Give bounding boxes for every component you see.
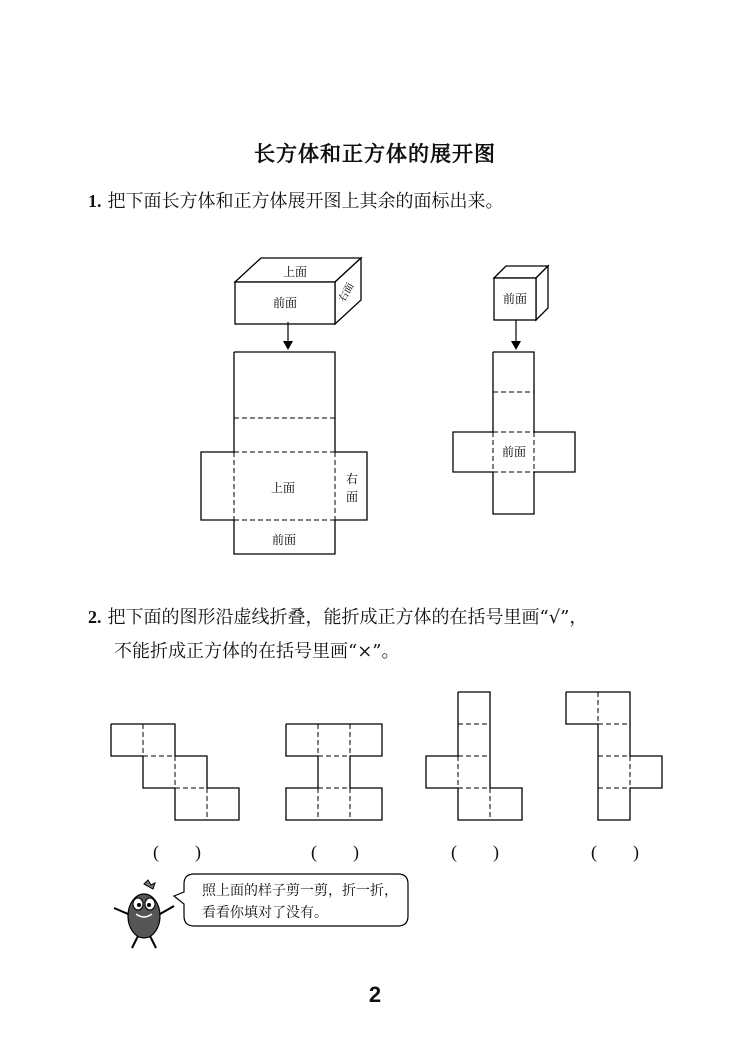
speech-line-1: 照上面的样子剪一剪，折一折， bbox=[202, 883, 398, 899]
answer-blank-4[interactable]: ( ) bbox=[591, 842, 639, 862]
question-2-line-2: 不能折成正方体的在括号里画“×”。 bbox=[114, 641, 400, 662]
question-1 bbox=[88, 184, 504, 219]
cuboid-figure bbox=[225, 250, 365, 325]
cuboid-net-front-label: 前面 bbox=[271, 533, 297, 547]
cube-net-front-label: 前面 bbox=[501, 445, 527, 459]
cuboid-top-label: 上面 bbox=[282, 265, 308, 279]
cuboid-front-label: 前面 bbox=[272, 296, 298, 310]
question-2 bbox=[88, 600, 728, 669]
eggplant-mascot-icon bbox=[108, 878, 180, 950]
answer-blank-1[interactable]: ( ) bbox=[153, 842, 201, 862]
fold-net-2 bbox=[280, 718, 388, 824]
question-1-text: 把下面长方体和正方体展开图上其余的面标出来。 bbox=[107, 191, 504, 212]
speech-bubble-text bbox=[202, 880, 412, 924]
cube-net bbox=[448, 348, 582, 518]
page-title: 长方体和正方体的展开图 bbox=[254, 142, 496, 166]
fold-net-4 bbox=[560, 686, 668, 824]
fold-net-3 bbox=[420, 686, 528, 824]
cuboid-net-right-label-2: 面 bbox=[345, 490, 359, 504]
question-1-number: 1. bbox=[88, 191, 102, 211]
page-number: 2 bbox=[368, 982, 382, 1007]
answer-blank-3[interactable]: ( ) bbox=[451, 842, 499, 862]
question-2-number: 2. bbox=[88, 607, 102, 627]
question-2-line-1: 把下面的图形沿虚线折叠，能折成正方体的在括号里画“√”， bbox=[107, 607, 588, 628]
cuboid-net-top-label: 上面 bbox=[270, 481, 296, 495]
answer-blank-2[interactable]: ( ) bbox=[311, 842, 359, 862]
cuboid-net bbox=[195, 348, 375, 560]
cube-front-label: 前面 bbox=[502, 292, 528, 306]
cube-figure bbox=[490, 258, 555, 323]
cuboid-net-right-label-1: 右 bbox=[345, 472, 359, 486]
cuboid-right-label: 右面 bbox=[337, 281, 357, 305]
speech-line-2: 看看你填对了没有。 bbox=[202, 905, 328, 921]
fold-net-1 bbox=[105, 718, 245, 824]
